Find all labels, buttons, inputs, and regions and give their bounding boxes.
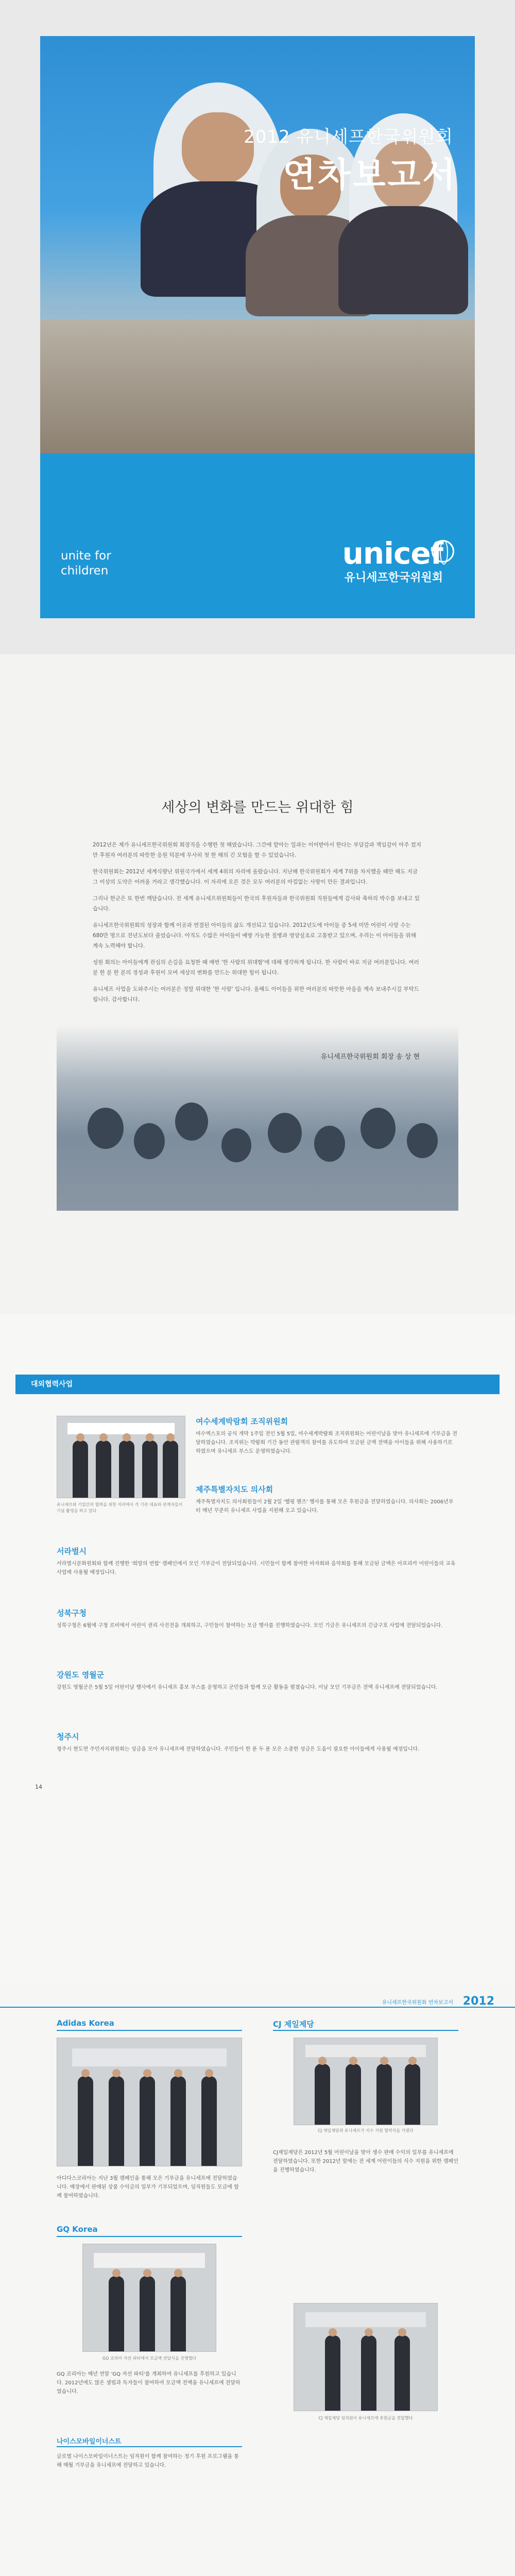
event-photo-caption: 유니세프와 기업간의 협력을 위한 자리에서 각 기관 대표와 관계자들이 기념 촬영을 하고 있다 [57, 1502, 183, 1513]
nice-title: 나이스모바일이너스트 [57, 2438, 122, 2446]
foreword-title: 세상의 변화를 만드는 위대한 힘 [161, 800, 354, 816]
section-header-external-cooperation: 대외협력사업 [15, 1375, 500, 1394]
cover-title: 연차보고서 [283, 155, 457, 195]
foreword-paragraph: 유니세프한국위원회의 성장과 함께 이곳과 연결된 아이들의 삶도 개선되고 있습니다. 2012년도에 아이들 중 5세 미만 어린이 사망 수는 680만 명으로 전년도보다 줄었습니다. 아직도 수많은 아이들이 예방 가능한 질병과 영양실조로 고통받고 있으며, 우리는 이 아이들을 위해 계속 노력해야 합니다. [93, 922, 416, 949]
item-title: 성북구청 [57, 1608, 87, 1618]
unicef-wordmark: unicef [342, 536, 443, 571]
unicef-logo [342, 536, 443, 585]
item-title: 강원도 영월군 [57, 1670, 105, 1680]
cj-title: CJ 제일제당 [273, 2020, 314, 2029]
cj-body: CJ제일제당은 2012년 5월 어린이날을 맞아 생수 판매 수익의 일부를 유니세프에 전달하였습니다. 또한 2012년 말에는 전 세계 어린이들의 식수 지원을 위한 캠페인을 진행하였습니다. [273, 2150, 458, 2173]
adidas-photo [57, 2038, 242, 2166]
foreword-body [93, 840, 422, 1011]
event-photo [57, 1416, 185, 1498]
foreword-signature: 유니세프한국위원회 회장 송 상 현 [320, 1053, 420, 1061]
unicef-globe-icon [432, 540, 454, 563]
adidas-body: 아디다스코리아는 지난 3월 캠페인을 통해 모은 기부금을 유니세프에 전달하였습니다. 매장에서 판매된 상품 수익금의 일부가 기부되었으며, 임직원들도 모금에 함께 참여하였습니다. [57, 2176, 239, 2199]
cover-subtitle: 2012 유니세프한국위원회 [244, 127, 453, 147]
gq-rule [57, 2236, 242, 2237]
item-body: 서라벌시문화원회와 함께 진행한 '희망의 연합' 캠페인에서 모인 기부금이 전달되었습니다. 시민들이 함께 참여한 바자회와 음악회를 통해 모금된 금액은 아프리카 어린이들의 교육 사업에 사용될 예정입니다. [57, 1561, 456, 1575]
gq-photo-caption: GQ 코리아 자선 파티에서 모금액 전달식을 진행했다 [102, 2356, 197, 2361]
item-title: 청주시 [57, 1732, 79, 1741]
unicef-korean-name: 유니세프한국위원회 [344, 571, 443, 584]
foreword-paragraph: 그리나 한군은 또 한번 깨달습니다. 전 세계 유니세프위원회들이 한국의 후원자들과 한국위원회 직원들에게 감사와 축하의 박수를 보내고 있습니다. [93, 895, 420, 912]
adidas-title: Adidas Korea [57, 2019, 114, 2028]
cj-photo-1 [294, 2038, 438, 2125]
cj-rule [273, 2030, 458, 2031]
cj-photo-1-caption: CJ 제일제당과 유니세프가 식수 지원 협약식을 가졌다 [318, 2128, 414, 2133]
item-cheongju [57, 1731, 458, 1754]
item-seongbuk [57, 1607, 458, 1630]
item-body: 청주시 현도면 주민자치위원회는 성금을 모아 유니세프에 전달하였습니다. 주민들이 한 푼 두 푼 모은 소중한 성금은 도움이 필요한 아이들에게 사용될 예정입니다. [57, 1747, 420, 1752]
item-yeosu [196, 1416, 458, 1456]
header-year: 2012 [462, 1995, 494, 2008]
item-body: 제주특별자치도 의사회원들이 2월 2일 '헬핑 핸즈' 행사를 통해 모은 후원금을 전달하였습니다. 의사회는 2006년부터 매년 꾸준히 유니세프 사업을 지원해 오고 있습니다. [196, 1499, 454, 1514]
item-body: 강원도 영월군은 5월 5일 어린이날 행사에서 유니세프 홍보 부스를 운영하고 군민들과 함께 모금 활동을 펼쳤습니다. 이날 모인 기부금은 전액 유니세프에 전달되었습니다. [57, 1685, 438, 1690]
slogan-line-2: children [61, 564, 109, 578]
item-jeju [196, 1484, 458, 1515]
header-rule [0, 2007, 515, 2008]
foreword-paragraph: 유니세프 사업을 도와주시는 여러분은 정말 위대한 '한 사람' 입니다. 올해도 아이들을 위한 여러분의 따뜻한 마음을 계속 보내주시길 부탁드립니다. 감사합니다. [93, 986, 419, 1003]
nice-body: 글로벌 나이스모바일이너스트는 임직원이 함께 참여하는 정기 후원 프로그램을 통해 매월 기부금을 유니세프에 전달하고 있습니다. [57, 2454, 239, 2468]
item-title: 여수세계박람회 조직위원회 [196, 1417, 288, 1426]
foreword-paragraph: 2012년은 제가 유니세프한국위원회 회장직을 수행한 첫 해였습니다. 그간에 맡아는 일과는 이어받아서 한다는 부담감과 책임감이 아주 컸지만 후원자 여러분의 따뜻한 응원 덕분에 무사히 첫 한 해의 긴 모험을 할 수 있었습니다. [93, 842, 421, 858]
foreword-paragraph: 성원 회의는 아이들에게 관심의 손길을 요청한 때 매번 '한 사람의 위대함'에 대해 생각하게 됩니다. 한 사람이 바로 지금 여러분입니다. 여러분 한 분 한 분의 정성과 후원이 모여 세상의 변화를 만드는 위대한 힘이 됩니다. [93, 959, 419, 976]
unicef-slogan [61, 549, 111, 579]
adidas-rule [57, 2030, 242, 2031]
header-tag: 유니세프한국위원회 연차보고서 [382, 2000, 453, 2006]
item-body: 여수엑스포의 공식 개막 1주일 전인 5월 5일, 여수세계박람회 조직위원회는 어린이날을 맞아 유니세프에 기부금을 전달하였습니다. 조직위는 박람회 기간 동안 관람객의 참여를 유도하여 모금된 금액 전액을 아이들을 위해 사용하기로 하였으며 유니세프 부스도 운영하였습니다. [196, 1431, 457, 1454]
item-title: 서라벌시 [57, 1547, 87, 1556]
page-number: 14 [35, 1784, 42, 1790]
gq-body: GQ 코리아는 매년 연말 'GQ 자선 파티'를 개최하여 유니세프를 후원하고 있습니다. 2012년에도 많은 셀럽과 독자들이 참여하여 모금액 전액을 유니세프에 전달하였습니다. [57, 2371, 241, 2395]
cj-photo-2 [294, 2303, 438, 2411]
item-seorabeol [57, 1546, 458, 1577]
gq-photo [82, 2244, 216, 2352]
item-yeongwol [57, 1669, 458, 1692]
gq-title: GQ Korea [57, 2225, 98, 2234]
item-body: 성북구청은 6월에 구청 로비에서 어린이 권리 사진전을 개최하고, 구민들이 참여하는 모금 행사를 진행하였습니다. 모인 기금은 유니세프의 긴급구호 사업에 전달되었습니다. [57, 1623, 443, 1629]
cover-ground [40, 319, 475, 453]
item-title: 제주특별자치도 의사회 [196, 1485, 273, 1494]
foreword-paragraph: 한국위원회는 2012년 세계식량난 위원국가에서 세계 4위의 자리에 올랐습니다. 지난해 한국위원회가 세계 7위를 차지했을 때만 해도 지금 그 이상의 도약은 어려울 거라고 생각했습니다. 이 자리에 오른 것은 모두 여러분의 아낌없는 사랑이 만든 결과입니다. [93, 869, 418, 885]
page-14 [0, 1314, 515, 1984]
cover-page [0, 0, 515, 654]
slogan-line-1: unite for [61, 549, 111, 563]
nice-rule [57, 2446, 242, 2447]
cj-photo-2-caption: CJ 제일제당 임직원이 유니세프에 후원금을 전달했다 [318, 2416, 413, 2420]
